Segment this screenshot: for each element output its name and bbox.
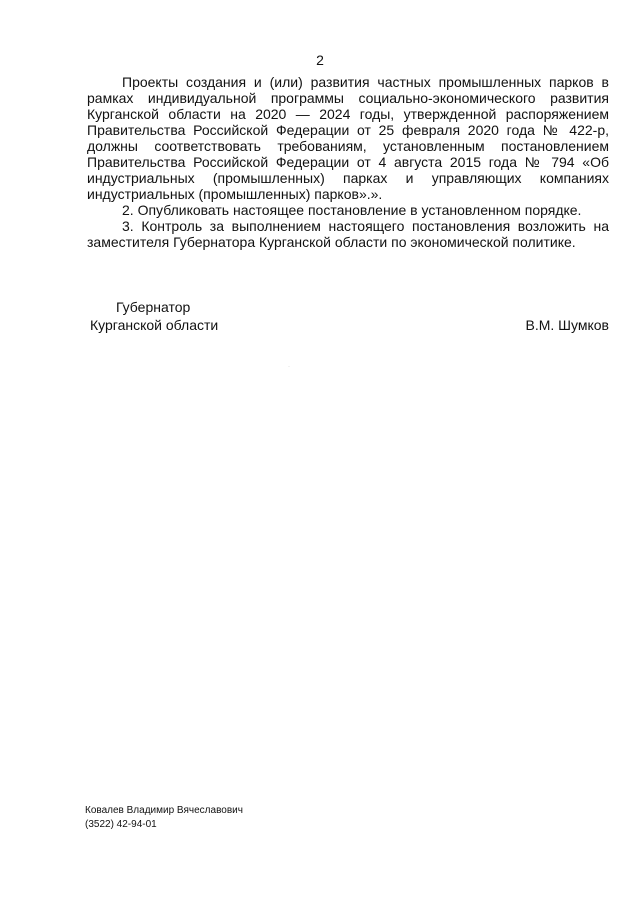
scan-speck: · [288,364,290,370]
executor-footer [85,804,243,832]
paragraph-control: 3. Контроль за выполнением настоящего постановления возложить на заместителя Губернатора Курганской области по экономической политике. [87,218,609,250]
paragraph-publish: 2. Опубликовать настоящее постановление в установленном порядке. [122,202,582,218]
signatory-title-line-1: Губернатор [116,299,191,315]
executor-phone: (3522) 42-94-01 [85,819,157,830]
executor-name: Ковалев Владимир Вячеславович [85,805,243,816]
signatory-title-line-2: Курганской области [90,317,219,333]
page-number: 2 [316,52,324,68]
document-body [87,74,609,250]
signatory-name: В.М. Шумков [525,317,609,333]
paragraph-industrial-parks: Проекты создания и (или) развития частных промышленных парков в рамках индивидуальной программы социально-экономического развития Курганской области на 2020 — 2024 годы, утвержденной распоряжением Правительства Российской Федерации от 25 февраля 2020 года № 422-р, должны соответствовать требованиям, установленным постановлением Правительства Российской Федерации от 4 августа 2015 года № 794 «Об индустриальных (промышленных) парках и управляющих компаниях индустриальных (промышленных) парков».». [87,74,609,202]
